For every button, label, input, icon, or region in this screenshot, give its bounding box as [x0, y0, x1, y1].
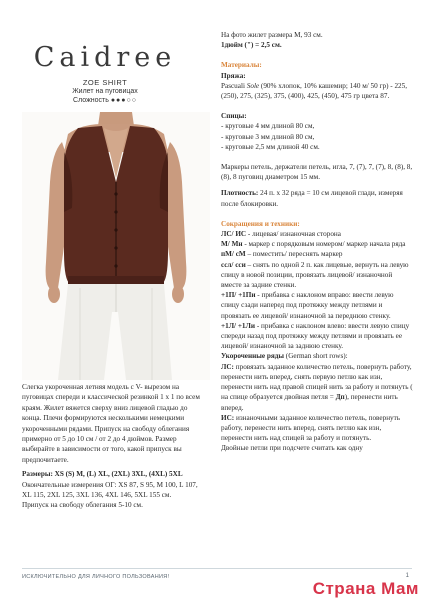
- finished-measurements: [22, 480, 208, 501]
- difficulty-label: Сложность: [73, 97, 109, 104]
- abbr-key: +1П/ +1Пи: [221, 291, 256, 300]
- short-rows-is: [221, 413, 413, 444]
- difficulty-dots: ●●●○○: [110, 97, 137, 104]
- ls-text: провязать заданное количество петель, повернуть работу, перенести нить вперед, снять первую петлю как изн, перенести нить над правой спицей нить за работу и потянуть ( на спице образуется двойная петля =: [221, 362, 413, 402]
- ease: Припуск на свободу облегания 5-10 см.: [22, 501, 143, 510]
- ls-label: ЛС:: [221, 362, 234, 371]
- needle-item: - круговые 2,5 мм длиной 40 см.: [221, 142, 320, 151]
- abbr-item: [221, 260, 413, 291]
- inch-note: 1дюйм (") = 2,5 см.: [221, 41, 282, 50]
- abbr-key: ссл/ сси: [221, 260, 246, 269]
- abbr-value: – поместить/ переснять маркер: [245, 250, 343, 259]
- model-subtitle: Жилет на пуговицах: [72, 88, 138, 95]
- dp-label: Дп: [335, 393, 345, 402]
- footer-text: ИСКЛЮЧИТЕЛЬНО ДЛЯ ЛИЧНОГО ПОЛЬЗОВАНИЯ!: [22, 574, 170, 580]
- abbr-value: - прибавка с наклоном влево: ввести левую спицу спереди назад под протяжку между петлями и провязать ее лицевой/ изнаночной за заднюю стенку.: [221, 321, 410, 351]
- last-line: Двойные петли при подсчете считать как одну: [221, 444, 363, 453]
- abbr-key: +1Л/ +1Ли: [221, 321, 256, 330]
- abbr-key: пМ/ сМ: [221, 250, 246, 259]
- abbr-key: М/ Мн: [221, 240, 243, 249]
- abbr-item: [221, 290, 413, 321]
- needle-item: - круговые 3 мм длиной 80 см,: [221, 132, 315, 141]
- sizes-value: XS (S) M, (L) XL, (2XL) 3XL, (4XL) 5XL: [54, 470, 183, 479]
- short-rows-ls: [221, 362, 413, 413]
- yarn-brand: Pascuali: [221, 81, 247, 90]
- abbr-item: [221, 249, 413, 259]
- yarn-name: Sole: [246, 81, 260, 90]
- abbr-value: – снять по одной 2 п. как лицевые, вернуть на левую спицу в новой позиции, провязать лицевой/ изнаночной вместе за задние стенки.: [221, 260, 409, 290]
- yarn-text: [221, 81, 413, 101]
- gauge: [221, 188, 413, 208]
- gauge-text: 24 п. х 32 ряда = 10 см лицевой глади, измеряя после блокировки.: [221, 189, 403, 208]
- needles-label: Спицы:: [221, 112, 247, 121]
- needle-item: - круговые 4 мм длиной 80 см,: [221, 122, 315, 131]
- abbr-title: Сокращения и техники:: [221, 219, 300, 228]
- short-rows-heading: [221, 351, 413, 361]
- vest-illustration: [22, 112, 210, 380]
- page-number: 1: [405, 573, 409, 579]
- left-text: [22, 382, 208, 511]
- model-photo: [22, 112, 210, 380]
- abbr-item: [221, 239, 413, 249]
- abbr-value: - прибавка с наклоном вправо: ввести левую спицу сзади наперед под протяжку между петлями и провязать ее лицевой/ изнаночной за переднюю стенку.: [221, 291, 394, 320]
- short-rows-label: Укороченные ряды: [221, 352, 284, 361]
- yarn-details: (90% хлопок, 10% кашемир; 140 м/ 50 гр) - 225, (250), 275, (325), 375, (400), 425, (450), 475 гр цвета 87.: [221, 81, 408, 101]
- is-text: изнаночными заданное количество петель, повернуть работу, перенести нить вперед, снять петлю как изн, перенести нить над спицей за работу и потянуть.: [221, 413, 401, 443]
- abbr-item: [221, 229, 413, 239]
- sizes: [22, 469, 208, 479]
- finished-label: Окончательные измерения ОГ:: [22, 480, 117, 489]
- materials-title: Материалы:: [221, 61, 262, 70]
- model-name: ZOE SHIRT: [82, 78, 128, 87]
- footer-divider: [22, 568, 412, 569]
- finished-value: XS 87, S 95, M 100, L 107, XL 115, 2XL 125, 3XL 136, 4XL 146, 5XL 155 см.: [22, 480, 198, 500]
- watermark: Страна Мам: [312, 579, 419, 598]
- ls-text-end: ), перенести нить вперед.: [221, 393, 398, 412]
- sizes-label: Размеры:: [22, 470, 53, 479]
- abbr-value: - маркер с порядковым номером/ маркер начала ряда: [242, 240, 406, 249]
- gauge-label: Плотность:: [221, 189, 259, 198]
- model-header: [0, 78, 210, 105]
- short-rows-note: (German short rows):: [284, 352, 348, 361]
- abbr-value: - лицевая/ изнаночная сторона: [246, 230, 341, 239]
- abbr-item: [221, 321, 413, 352]
- description: Слегка укороченная летняя модель с V- вырезом на пуговицах спереди и классической резинкой 1 х 1 по всем краям. Жилет вяжется сверху вниз лицевой гладью до конца. Плечи формируются несколькими немецкими укороченными рядами. Припуск на свободу облегания примерно от 5 до 10 см / от 2 до 4 дюймов. Размер выбирайте в зависимости от того, какой припуск вы предпочитаете.: [22, 383, 200, 464]
- photo-note: На фото жилет размера M, 93 см.: [221, 31, 323, 39]
- markers: Маркеры петель, держатели петель, игла, 7, (7), 7, (7), 8, (8), 8, (8), 8 пуговиц диаметром 15 мм.: [221, 163, 413, 182]
- abbr-key: ЛС/ ИС: [221, 230, 247, 239]
- yarn-label: Пряжа:: [221, 71, 246, 80]
- difficulty: [0, 96, 210, 105]
- right-column: [221, 30, 413, 454]
- is-label: ИС:: [221, 413, 235, 422]
- brand-logo: Caidree: [33, 42, 177, 73]
